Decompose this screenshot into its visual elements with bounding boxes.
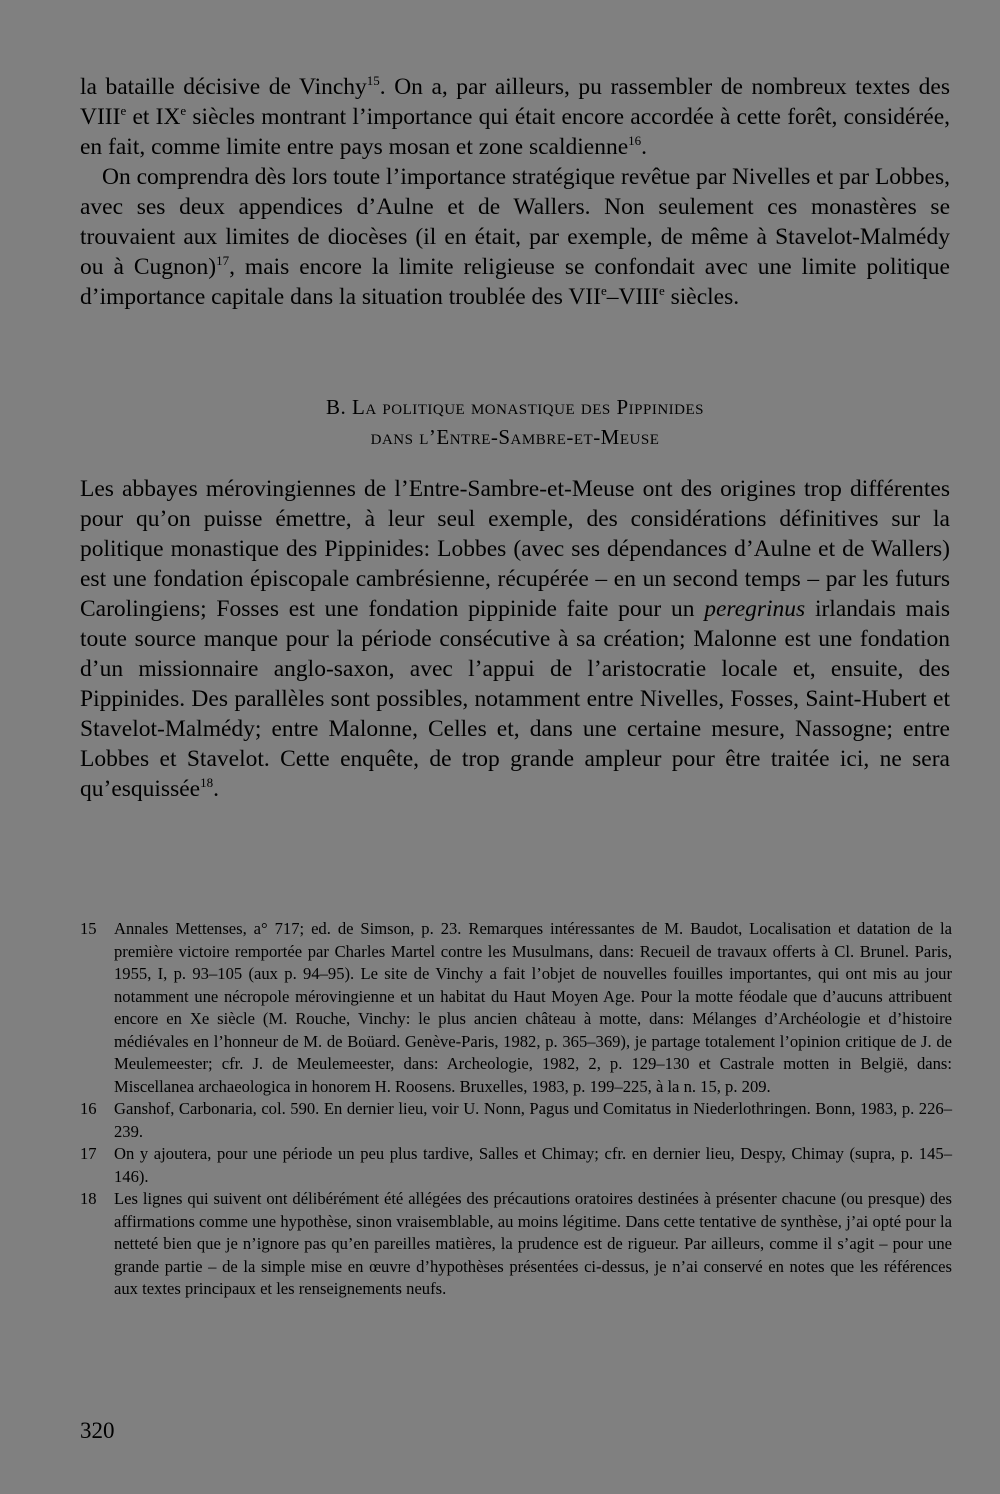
footnote-ref-15[interactable]: 15 bbox=[366, 73, 380, 88]
paragraph-3 bbox=[80, 474, 950, 804]
text-run: , mais encore la limite religieuse se confondait avec une limite politique d’importance capitale dans la situation troublée des VII bbox=[80, 254, 950, 310]
text-run: . bbox=[213, 776, 219, 802]
text-run: siècles montrant l’importance qui était encore accordée à cette forêt, considérée, en fait, comme limite entre pays mosan et zone scaldienne bbox=[80, 104, 950, 160]
superscript: e bbox=[120, 103, 127, 118]
text-run: On comprendra dès lors toute l’importance stratégique revêtue par Nivelles et par Lobbes, avec ses deux appendices d’Aulne et de Wallers. Non seulement ces monastères se trouvaient aux limites de diocèses (il en était, par exemple, de même à Stavelot-Malmédy ou à Cugnon) bbox=[80, 164, 950, 280]
heading-line-1: B. La politique monastique des Pippinides bbox=[325, 395, 704, 419]
heading-line-2: dans l’Entre-Sambre-et-Meuse bbox=[370, 425, 660, 449]
text-run: Les abbayes mérovingiennes de l’Entre-Sambre-et-Meuse ont des origines trop différentes pour qu’on puisse émettre, à leur seul exemple, des considérations définitives sur la politique monastique des Pippinides: Lobbes (avec ses dépendances d’Aulne et de Wallers) est une fondation épiscopale cambrésienne, récupérée – en un second temps – par les futurs Carolingiens; Fosses est une fondation pippinide faite pour un bbox=[80, 476, 950, 622]
text-run: –VIII bbox=[606, 284, 659, 310]
section-heading bbox=[80, 392, 950, 452]
text-run: . On a, par ailleurs, pu rassembler de nombreux textes des VIII bbox=[80, 74, 950, 130]
footnote-17 bbox=[80, 1143, 952, 1188]
footnote-text: Annales Mettenses, a° 717; ed. de Simson, p. 23. Remarques intéressantes de M. Baudot, Localisation et datation de la première victoire remportée par Charles Martel contre les Musulmans, dans: Recueil de travaux offerts à Cl. Brunel. Paris, 1955, I, p. 93–105 (aux p. 94–95). Le site de Vinchy a fait l’objet de nouvelles fouilles importantes, qui ont mis au jour notamment une nécropole mérovingienne et un habitat du Haut Moyen Age. Pour la motte féodale que d’aucuns attribuent encore en Xe siècle (M. Rouche, Vinchy: le plus ancien château à motte, dans: Mélanges d’Archéologie et d’histoire médiévales en l’honneur de M. de Boüard. Genève-Paris, 1982, p. 365–369), je partage totalement l’opinion critique de J. de Meulemeester; cfr. J. de Meulemeester, dans: Archeologie, 1982, 2, p. 129–130 et Castrale motten in België, dans: Miscellanea archaeologica in honorem H. Roosens. Bruxelles, 1983, p. 199–225, à la n. 15, p. 209. bbox=[114, 919, 952, 1096]
footnote-number: 17 bbox=[80, 1144, 97, 1163]
footnote-16 bbox=[80, 1098, 952, 1143]
footnote-ref-17[interactable]: 17 bbox=[216, 253, 230, 268]
superscript: e bbox=[180, 103, 187, 118]
footnotes bbox=[80, 918, 952, 1301]
text-run: irlandais mais toute source manque pour la période consécutive à sa création; Malonne est une fondation d’un missionnaire anglo-saxon, avec l’appui de l’aristocratie locale et, ensuite, des Pippinides. Des parallèles sont possibles, notamment entre Nivelles, Fosses, Saint-Hubert et Stavelot-Malmédy; entre Malonne, Celles et, dans une certaine mesure, Nassogne; entre Lobbes et Stavelot. Cette enquête, de trop grande ampleur pour être traitée ici, ne sera qu’esquissée bbox=[80, 596, 951, 802]
page-number: 320 bbox=[80, 1418, 115, 1443]
paragraph-2 bbox=[80, 162, 950, 312]
footnote-15 bbox=[80, 918, 952, 1098]
footnote-number: 15 bbox=[80, 919, 97, 938]
footnote-text: On y ajoutera, pour une période un peu plus tardive, Salles et Chimay; cfr. en dernier lieu, Despy, Chimay (supra, p. 145–146). bbox=[114, 1144, 952, 1186]
superscript: e bbox=[600, 283, 607, 298]
footnote-ref-18[interactable]: 18 bbox=[200, 775, 214, 790]
text-run: et IX bbox=[126, 104, 181, 130]
superscript: e bbox=[658, 283, 665, 298]
paragraph-1 bbox=[80, 72, 950, 312]
footnote-number: 16 bbox=[80, 1099, 97, 1118]
text-run: . bbox=[641, 134, 648, 160]
italic-term: peregrinus bbox=[704, 596, 806, 622]
footnote-text: Les lignes qui suivent ont délibérément été allégées des précautions oratoires destinées à présenter chacune (ou presque) des affirmations comme une hypothèse, sinon vraisemblable, au moins légitime. Dans cette tentative de synthèse, j’ai opté pour la netteté bien que je n’ignore pas qu’en pareilles matières, la prudence est de rigueur. Par ailleurs, comme il s’agit – pour une grande partie – de la simple mise en œuvre d’hypothèses présentées ci-dessus, je n’ai conservé en notes que les références aux textes principaux et les renseignements neufs. bbox=[114, 1189, 952, 1298]
footnote-ref-16[interactable]: 16 bbox=[628, 133, 642, 148]
text-run: la bataille décisive de Vinchy bbox=[80, 74, 367, 100]
footnote-number: 18 bbox=[80, 1189, 97, 1208]
footnote-18 bbox=[80, 1188, 952, 1301]
footnote-text: Ganshof, Carbonaria, col. 590. En dernier lieu, voir U. Nonn, Pagus und Comitatus in Niederlothringen. Bonn, 1983, p. 226–239. bbox=[114, 1099, 952, 1141]
text-run: siècles. bbox=[664, 284, 740, 310]
